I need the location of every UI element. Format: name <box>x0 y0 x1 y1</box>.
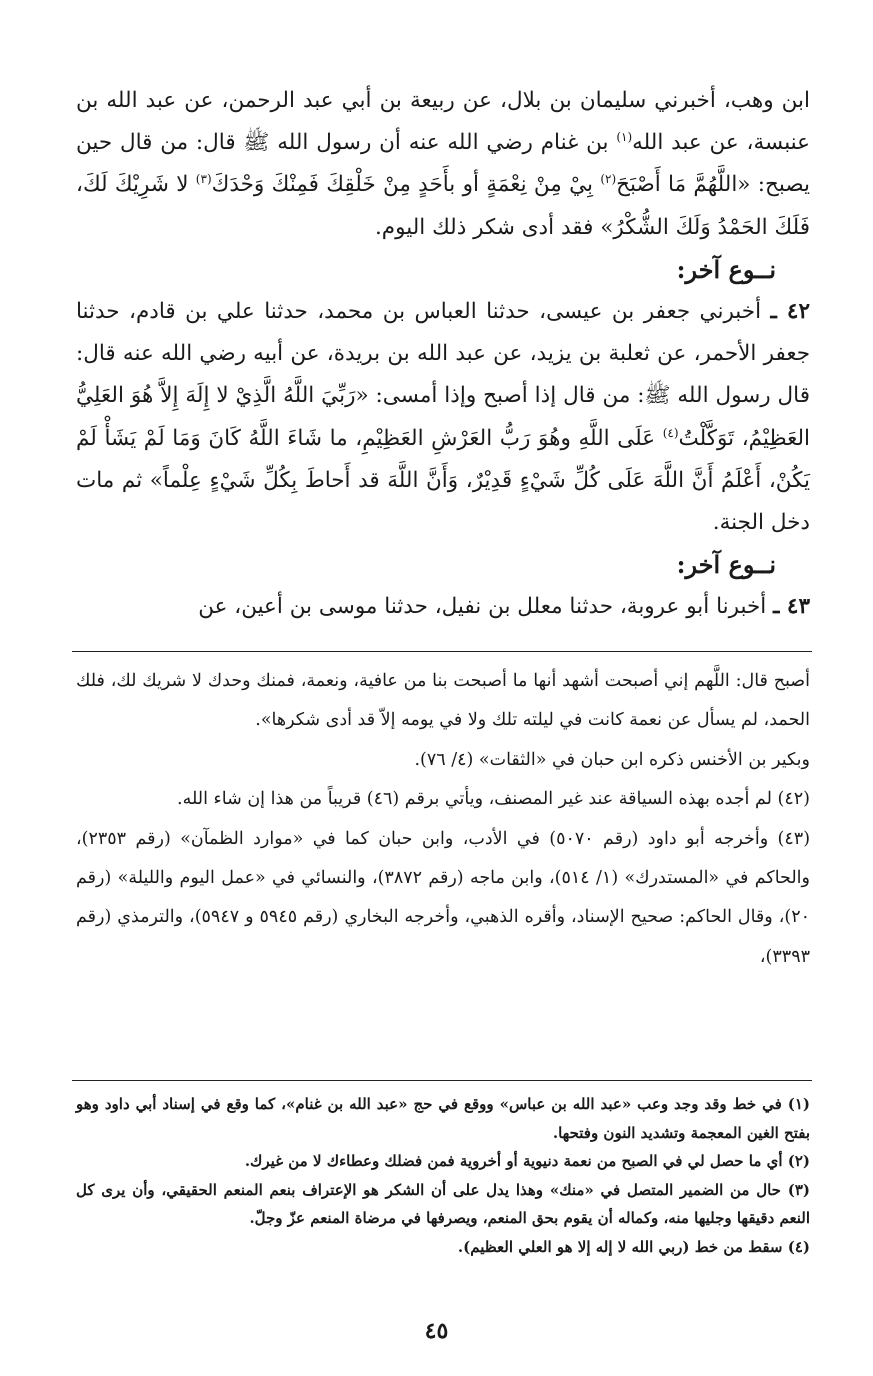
commentary-notes <box>76 662 810 977</box>
footnote-4: (٤) سقط من خط (ربي الله لا إله إلا هو العلي العظيم). <box>457 1237 810 1256</box>
hadith-number: ٤٣ ـ <box>773 594 810 620</box>
divider-line <box>72 651 812 652</box>
section-heading: نــوع آخر: <box>676 254 776 284</box>
paragraph-hadith-41 <box>76 80 810 249</box>
main-text <box>76 80 810 629</box>
text-segment: ابن وهب، أخبرني سليمان بن بلال، عن ربيعة بن أبي عبد الرحمن، عن عبد الله بن عنبسة، عن عبد الله <box>76 88 811 156</box>
hadith-number: ٤٢ ـ <box>770 299 810 325</box>
footnote-ref-3: (٣) <box>195 172 212 187</box>
footnote-2: (٢) أي ما حصل لي في الصبح من نعمة دنيوية أو أخروية فمن فضلك وعطاءك لا من غيرك. <box>244 1152 810 1171</box>
page-number: ٤٥ <box>424 1318 449 1344</box>
text-segment: عَلَى اللَّهِ وهُوَ رَبُّ العَرْشِ العَظِيْمِ، ما شَاءَ اللَّهُ كَانَ وَمَا لَمْ يَشَأْ لَمْ يَكُنْ، أَعْلَمُ أَنَّ اللَّهَ عَلَى كُلِّ شَيْءٍ قَدِيْرٌ، وَأَنَّ اللَّهَ قد أَحاطَ بِكُلِّ شَيْءٍ عِلْماً» ثم مات دخل الجنة. <box>76 425 810 536</box>
paragraph-hadith-42 <box>76 291 810 544</box>
note-continuation: أصبح قال: اللَّهم إني أصبحت أشهد أنها ما أصبحت بنا من عافية، ونعمة، فمنك وحدك لا شريك لك، فلك الحمد، لم يسأل عن نعمة كانت في ليلته تلك ولا في يومه إلاّ قد أدى شكرها». <box>76 671 810 731</box>
divider-line <box>72 1080 812 1081</box>
note-42: (٤٢) لم أجده بهذه السياقة عند غير المصنف، ويأتي برقم (٤٦) قريباً من هذا إن شاء الله. <box>177 789 810 810</box>
text-segment: لا شَرِيْكَ لَكَ، فَلَكَ الحَمْدُ وَلَكَ الشُّكْرُ» فقد أدى شكر ذلك اليوم. <box>76 172 810 240</box>
text-segment: أخبرنا أبو عروبة، حدثنا معلل بن نفيل، حدثنا موسى بن أعين، عن <box>198 594 774 620</box>
text-segment: بِيْ مِنْ نِعْمَةٍ أو بأَحَدٍ مِنْ خَلْقِكَ فَمِنْكَ وَحْدَكَ <box>211 172 601 198</box>
footnote-3: (٣) حال من الضمير المتصل في «منك» وهذا يدل على أن الشكر هو الإعتراف بنعم المنعم الحقيقي، وأن يرى كل النعم دقيقها وجليها منه، وكماله أن يقوم بحق المنعم، ويصرفها في مرضاة المنعم عزّ وجلّ. <box>76 1180 810 1228</box>
footnote-ref-2: (٢) <box>600 172 617 187</box>
paragraph-hadith-43 <box>76 586 810 628</box>
footnote-1: (١) في خط وقد وجد وعب «عبد الله بن عباس» ووقع في حج «عبد الله بن غنام»، كما وقع في إسناد أبي داود وهو بفتح الغين المعجمة وتشديد النون وفتحها. <box>76 1095 810 1142</box>
section-heading: نــوع آخر: <box>676 550 776 580</box>
text-segment: بن غنام رضي الله عنه أن رسول الله ﷺ قال: من قال حين يصبح: «اللَّهُمَّ مَا أَصْبَحَ <box>76 130 810 198</box>
footnote-ref-1: (١) <box>616 130 633 145</box>
text-segment: أخبرني جعفر بن عيسى، حدثنا العباس بن محمد، حدثنا علي بن قادم، حدثنا جعفر الأحمر، عن ثعلبة بن يزيد، عن عبد الله بن بريدة، عن أبيه رضي الله عنه قال: قال رسول الله ﷺ: من قال إذا أصبح وإذا أمسى: «رَبِّيَ اللَّهُ الَّذِيْ لا إِلَهَ إِلاَّ هُوَ العَلِيُّ العَظِيْمُ، تَوَكَّلْتُ <box>76 299 810 451</box>
footnotes <box>76 1090 810 1262</box>
footnote-ref-4: (٤) <box>662 425 679 440</box>
note-bukair: وبكير بن الأخنس ذكره ابن حبان في «الثقات» (٤/ ٧٦). <box>414 749 810 770</box>
note-43: (٤٣) وأخرجه أبو داود (رقم ٥٠٧٠) في الأدب، وابن حبان كما في «موارد الظمآن» (رقم ٢٣٥٣)، والحاكم في «المستدرك» (١/ ٥١٤)، وابن ماجه (رقم ٣٨٧٢)، والنسائي في «عمل اليوم والليلة» (رقم ٢٠)، وقال الحاكم: صحيح الإسناد، وأقره الذهبي، وأخرجه البخاري (رقم ٥٩٤٥ و ٥٩٤٧)، والترمذي (رقم ٣٣٩٣)، <box>76 828 811 967</box>
